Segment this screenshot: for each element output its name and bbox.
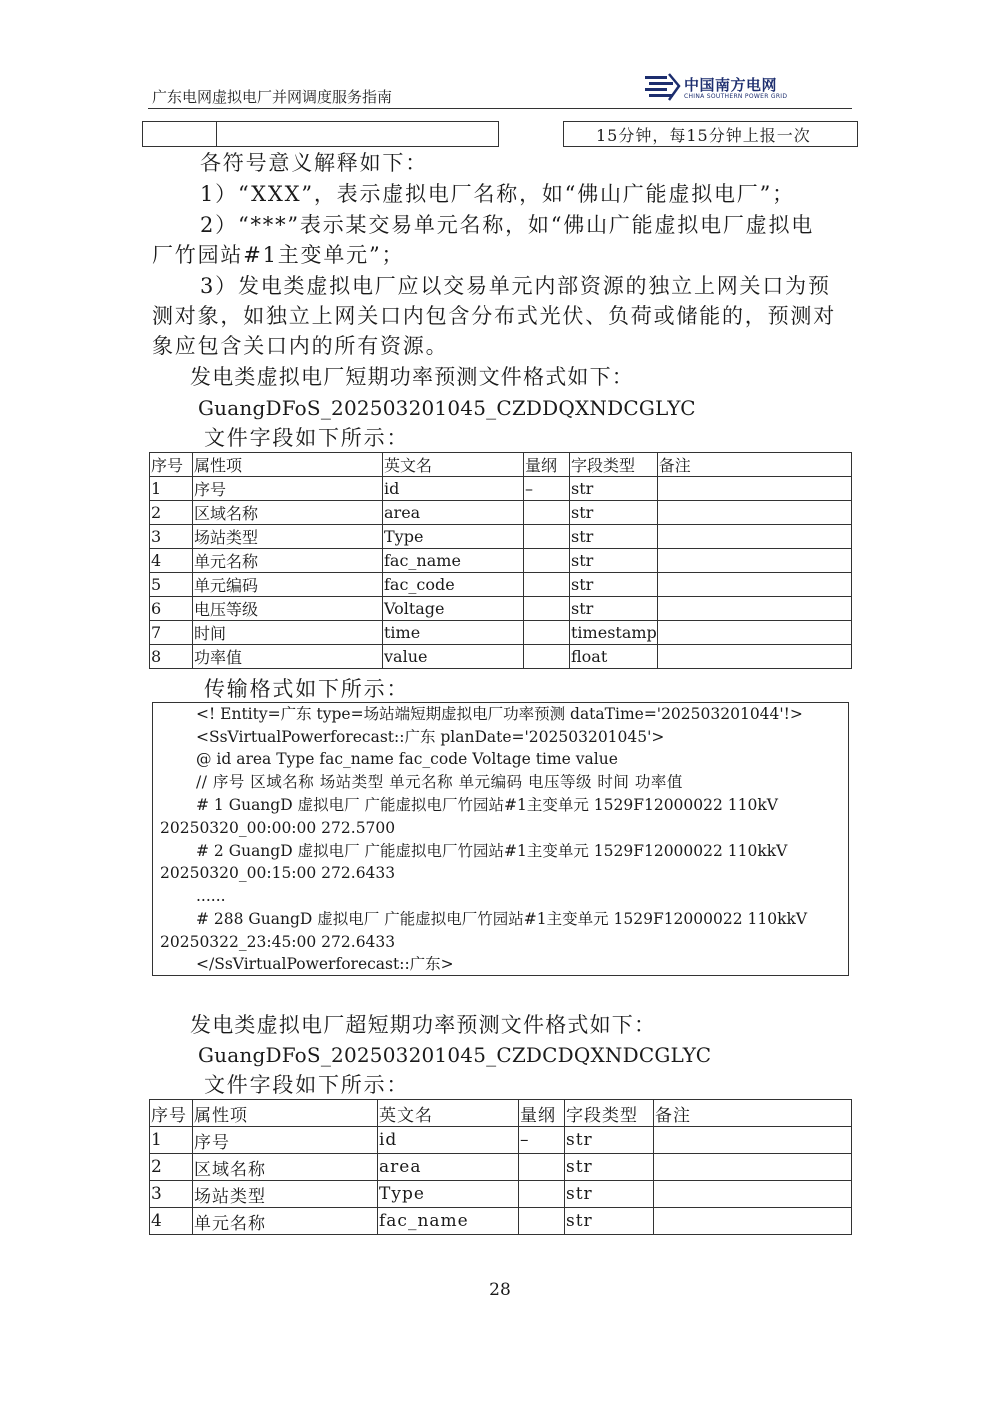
table-cell: 6 [150, 597, 193, 621]
table-row [150, 1154, 852, 1181]
table-row [150, 1181, 852, 1208]
table-cell: id [378, 1127, 519, 1154]
code-line: @ id area Type fac_name fac_code Voltage time value [196, 750, 618, 768]
header-cell: 备注 [654, 1100, 852, 1127]
table-cell: 4 [150, 1208, 193, 1235]
table-row [150, 501, 852, 525]
code-line: 20250320_00:15:00 272.6433 [160, 864, 396, 882]
paragraph: 3）发电类虚拟电厂应以交易单元内部资源的独立上网关口为预 [200, 274, 831, 298]
field-table-ultra-short-term [149, 1099, 852, 1235]
previous-table-continuation [142, 121, 858, 147]
paragraph: 文件字段如下所示： [204, 426, 410, 450]
table-cell [657, 645, 851, 669]
table-cell: 3 [150, 525, 193, 549]
paragraph: 测对象，如独立上网关口内包含分布式光伏、负荷或储能的，预测对 [152, 304, 836, 328]
table-cell: 序号 [193, 1127, 378, 1154]
table-cell: value [383, 645, 524, 669]
table-cell: str [570, 597, 658, 621]
table-cell: fac_code [383, 573, 524, 597]
paragraph: 厂竹园站#1主变单元”； [152, 243, 405, 267]
table-cell: str [565, 1208, 654, 1235]
header-cell: 备注 [657, 453, 851, 477]
table-cell: timestamp [570, 621, 658, 645]
table-cell: str [570, 477, 658, 501]
table-row [150, 525, 852, 549]
table-row [150, 573, 852, 597]
header-divider [148, 108, 852, 109]
logo-english-name: CHINA SOUTHERN POWER GRID [684, 93, 788, 100]
document-header-title: 广东电网虚拟电厂并网调度服务指南 [152, 88, 393, 106]
table-cell: 5 [150, 573, 193, 597]
table-cell: 单元名称 [193, 1208, 378, 1235]
table-cell: Type [383, 525, 524, 549]
company-logo [643, 72, 793, 102]
paragraph: 传输格式如下所示： [204, 677, 410, 701]
table-cell [524, 621, 570, 645]
file-name: GuangDFoS_202503201045_CZDDQXNDCGLYC [198, 396, 696, 420]
table-cell: 区域名称 [193, 501, 383, 525]
code-line: # 1 GuangD 虚拟电厂 广能虚拟电厂竹园站#1主变单元 1529F12000022 110kV [196, 796, 778, 814]
table-row [150, 597, 852, 621]
table-cell: str [565, 1181, 654, 1208]
table-cell [524, 573, 570, 597]
table-cell: 2 [150, 501, 193, 525]
code-line: <! Entity=广东 type=场站端短期虚拟电厂功率预测 dataTime='202503201044'!> [196, 705, 803, 723]
code-line: # 288 GuangD 虚拟电厂 广能虚拟电厂竹园站#1主变单元 1529F12000022 110kkV [196, 910, 808, 928]
table-cell: 15分钟，每15分钟上报一次 [564, 122, 858, 147]
code-line: # 2 GuangD 虚拟电厂 广能虚拟电厂竹园站#1主变单元 1529F12000022 110kkV [196, 842, 788, 860]
table-cell: str [565, 1154, 654, 1181]
table-cell [499, 122, 564, 147]
table-cell [654, 1181, 852, 1208]
table-cell: str [570, 501, 658, 525]
power-grid-logo-icon [643, 72, 681, 102]
header-cell: 量纲 [519, 1100, 565, 1127]
section-heading: 发电类虚拟电厂超短期功率预测文件格式如下： [190, 1013, 657, 1037]
table-cell [519, 1181, 565, 1208]
code-line: </SsVirtualPowerforecast::广东> [196, 955, 454, 973]
table-cell: id [383, 477, 524, 501]
header-cell: 字段类型 [570, 453, 658, 477]
table-cell [524, 525, 570, 549]
table-header-row [150, 453, 852, 477]
logo-chinese-name: 中国南方电网 [684, 76, 778, 94]
table-cell [654, 1154, 852, 1181]
header-cell: 属性项 [193, 1100, 378, 1127]
header-cell: 英文名 [378, 1100, 519, 1127]
table-cell [217, 122, 499, 147]
header-cell: 字段类型 [565, 1100, 654, 1127]
page-number: 28 [489, 1280, 511, 1300]
table-cell: – [519, 1127, 565, 1154]
table-cell [519, 1154, 565, 1181]
paragraph: 2）“***”表示某交易单元名称，如“佛山广能虚拟电厂虚拟电 [200, 213, 815, 237]
table-cell: str [570, 525, 658, 549]
code-line: <SsVirtualPowerforecast::广东 planDate='202503201045'> [196, 728, 665, 746]
table-row [150, 1208, 852, 1235]
table-cell: str [570, 573, 658, 597]
paragraph: 文件字段如下所示： [204, 1073, 410, 1097]
table-cell: – [524, 477, 570, 501]
table-row [150, 645, 852, 669]
table-cell: Voltage [383, 597, 524, 621]
table-cell [524, 597, 570, 621]
table-row [150, 549, 852, 573]
table-cell [657, 549, 851, 573]
header-cell: 序号 [150, 1100, 193, 1127]
table-row [150, 621, 852, 645]
table-cell: 时间 [193, 621, 383, 645]
table-cell [657, 573, 851, 597]
header-cell: 序号 [150, 453, 193, 477]
code-line: 20250322_23:45:00 272.6433 [160, 933, 396, 951]
table-cell [654, 1127, 852, 1154]
table-cell [657, 477, 851, 501]
header-cell: 量纲 [524, 453, 570, 477]
table-cell: fac_name [383, 549, 524, 573]
code-line: ...... [196, 887, 226, 905]
field-table-short-term [149, 452, 852, 669]
table-cell [524, 549, 570, 573]
paragraph: 各符号意义解释如下： [200, 151, 428, 175]
header-cell: 属性项 [193, 453, 383, 477]
table-cell: float [570, 645, 658, 669]
section-heading: 发电类虚拟电厂短期功率预测文件格式如下： [190, 365, 634, 389]
table-cell: 序号 [193, 477, 383, 501]
table-cell [143, 122, 217, 147]
transmission-format-box [152, 702, 849, 976]
file-name: GuangDFoS_202503201045_CZDCDQXNDCGLYC [198, 1043, 712, 1067]
table-cell [524, 645, 570, 669]
table-cell: Type [378, 1181, 519, 1208]
table-cell [657, 501, 851, 525]
code-line: 20250320_00:00:00 272.5700 [160, 819, 396, 837]
table-cell: time [383, 621, 524, 645]
paragraph: 1）“XXX”，表示虚拟电厂名称，如“佛山广能虚拟电厂”； [200, 182, 795, 206]
table-cell: 1 [150, 1127, 193, 1154]
table-cell: 8 [150, 645, 193, 669]
table-cell: 功率值 [193, 645, 383, 669]
table-row [150, 1127, 852, 1154]
table-cell: 场站类型 [193, 525, 383, 549]
table-cell: area [383, 501, 524, 525]
table-cell [657, 597, 851, 621]
table-cell [657, 621, 851, 645]
table-cell: 场站类型 [193, 1181, 378, 1208]
table-cell [657, 525, 851, 549]
table-cell: area [378, 1154, 519, 1181]
table-cell [519, 1208, 565, 1235]
table-row [150, 477, 852, 501]
table-cell: str [570, 549, 658, 573]
table-cell: 1 [150, 477, 193, 501]
table-cell: 7 [150, 621, 193, 645]
paragraph: 象应包含关口内的所有资源。 [152, 334, 449, 358]
table-cell: 单元编码 [193, 573, 383, 597]
table-cell: str [565, 1127, 654, 1154]
table-header-row [150, 1100, 852, 1127]
table-cell: 单元名称 [193, 549, 383, 573]
table-cell: 区域名称 [193, 1154, 378, 1181]
table-cell: 4 [150, 549, 193, 573]
table-cell: 3 [150, 1181, 193, 1208]
table-cell: fac_name [378, 1208, 519, 1235]
table-cell: 电压等级 [193, 597, 383, 621]
header-cell: 英文名 [383, 453, 524, 477]
code-line: // 序号 区域名称 场站类型 单元名称 单元编码 电压等级 时间 功率值 [196, 773, 683, 791]
table-cell: 2 [150, 1154, 193, 1181]
table-cell [654, 1208, 852, 1235]
table-cell [524, 501, 570, 525]
